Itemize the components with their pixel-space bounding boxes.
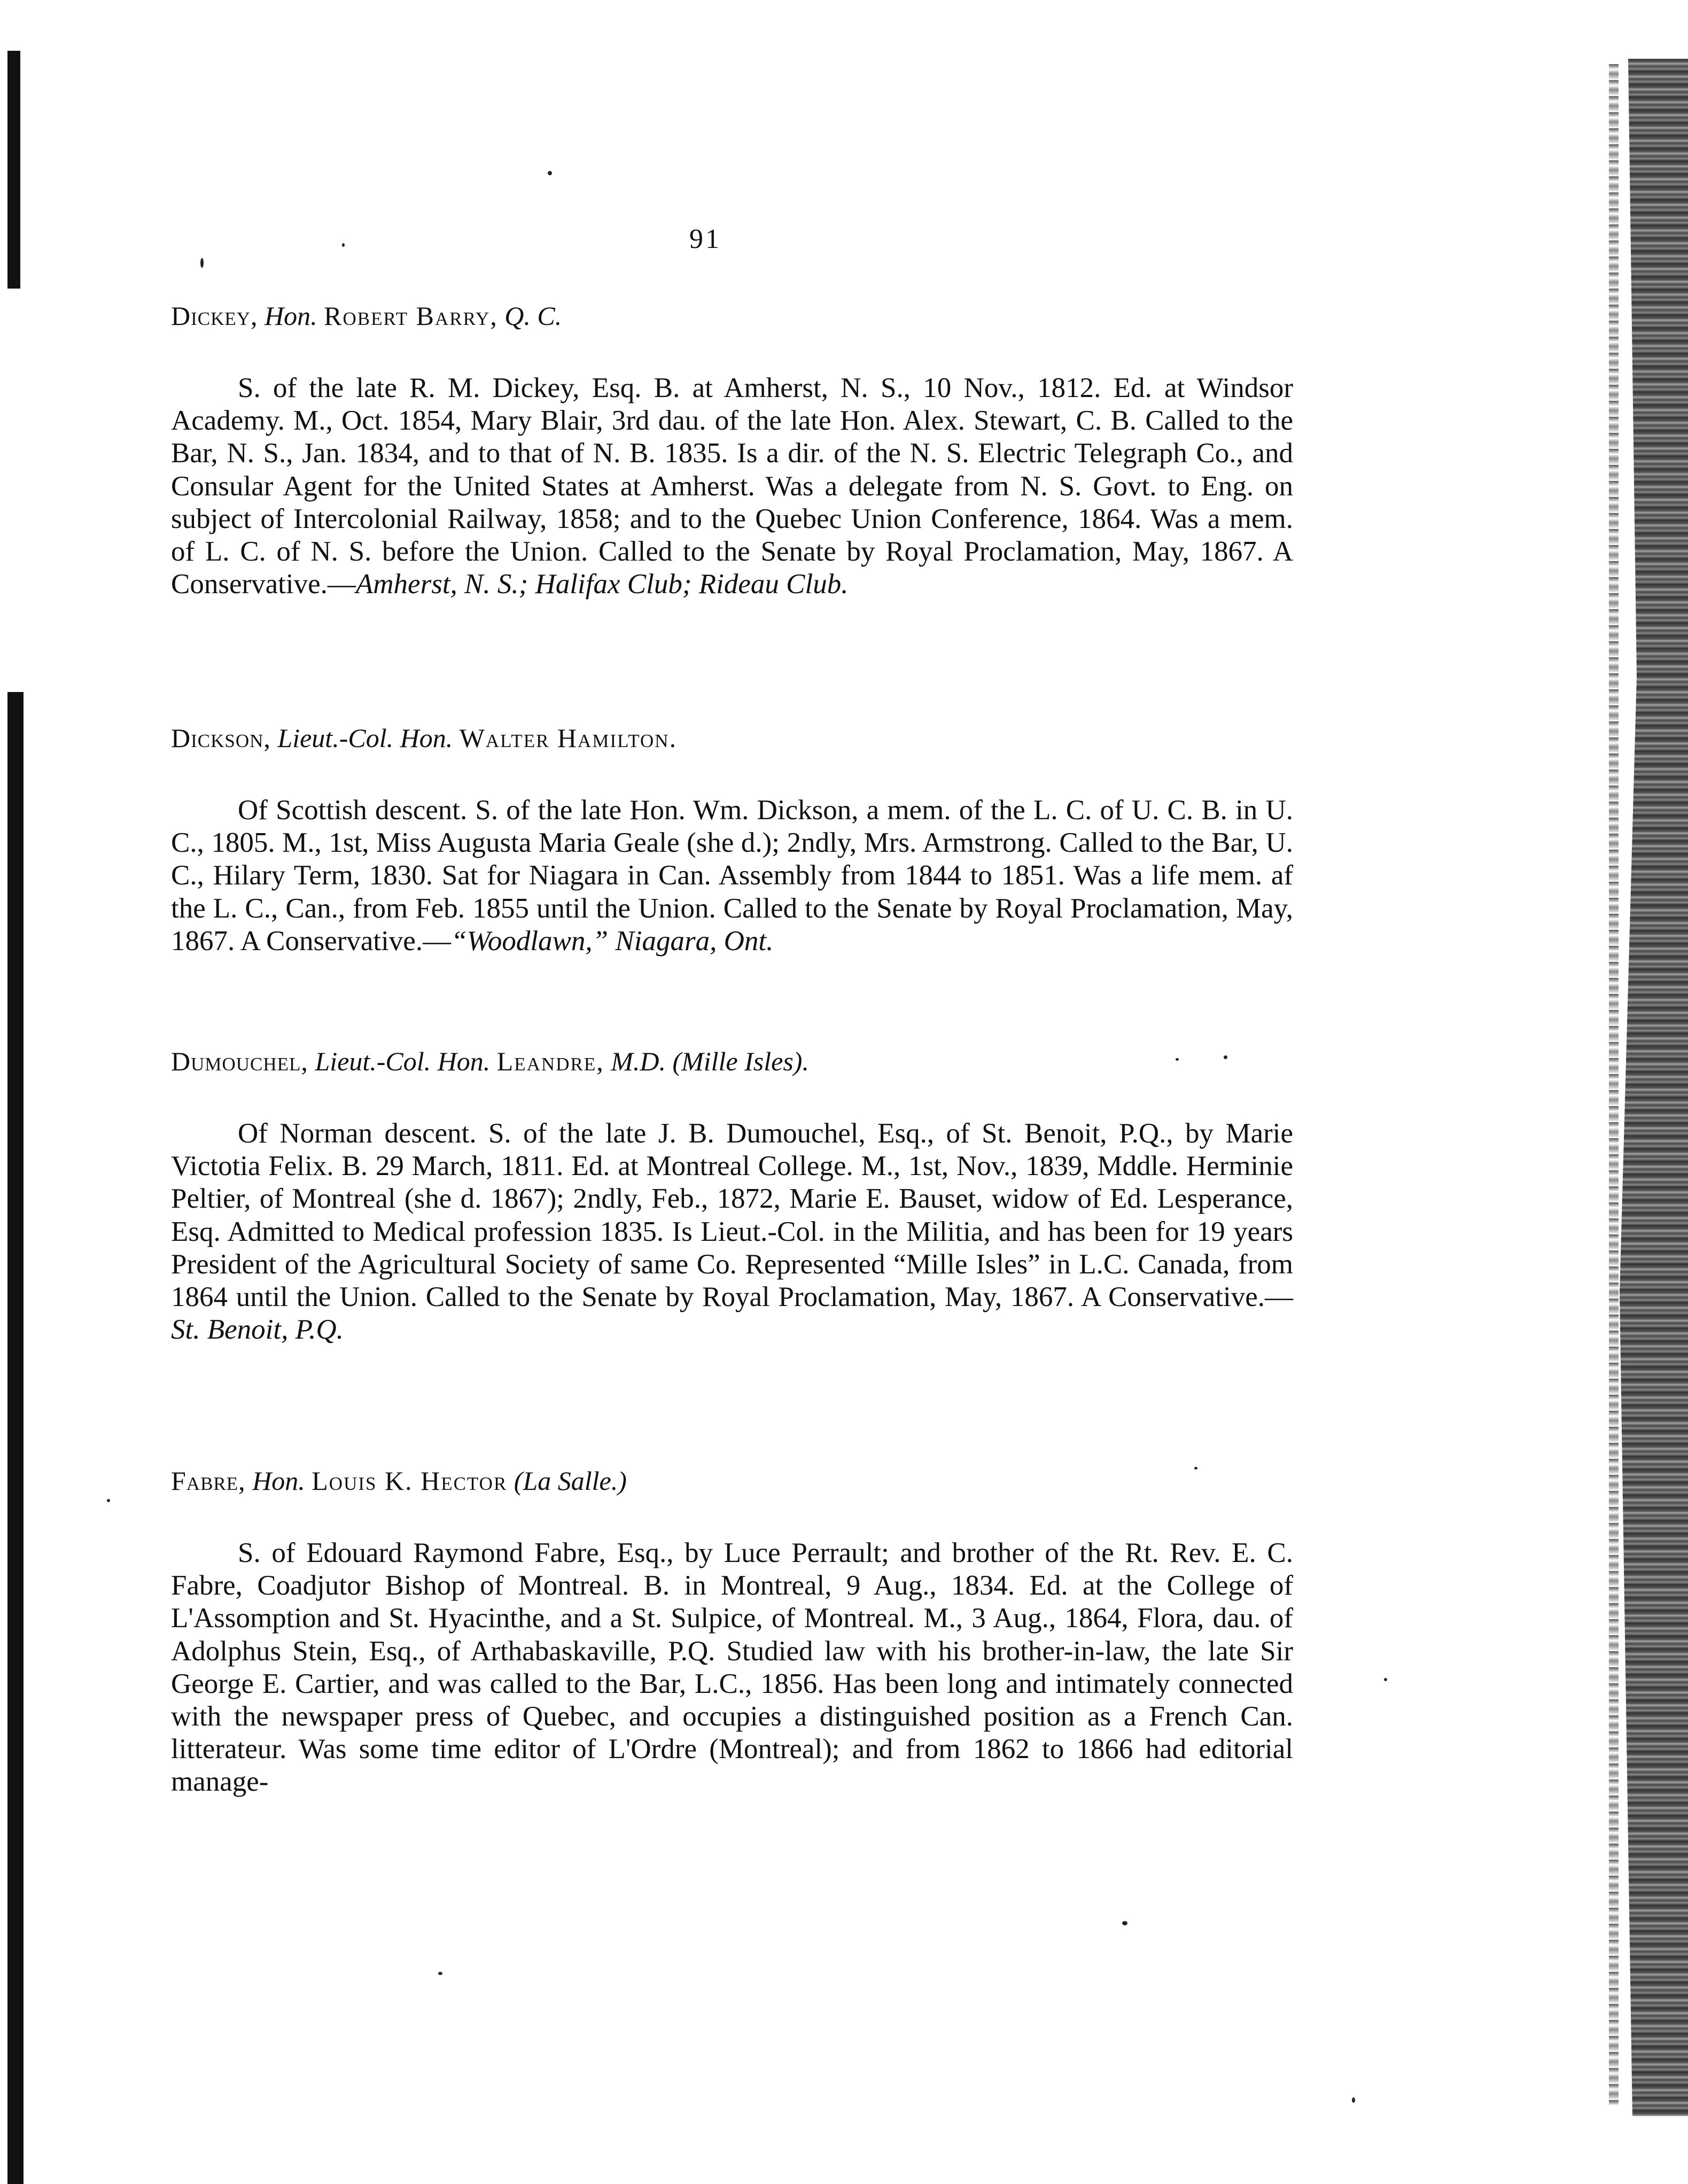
biography-entry	[171, 299, 1293, 601]
entry-heading	[171, 299, 1293, 332]
biography-entry	[171, 1045, 1293, 1346]
entry-text: S. of the late R. M. Dickey, Esq. B. at Amherst, N. S., 10 Nov., 1812. Ed. at Windsor Academy. M., Oct. 1854, Mary Blair, 3rd dau. of the late Hon. Alex. Stewart, C. B. Called to the Bar, N. S., Jan. 1834, and to that of N. B. 1835. Is a dir. of the N. S. Electric Telegraph Co., and Consular Agent for the United States at Amherst. Was a delegate from N. S. Govt. to Eng. on subject of Intercolonial Railway, 1858; and to the Quebec Union Conference, 1864. Was a mem. of L. C. of N. S. before the Union. Called to the Senate by Royal Proclamation, May, 1867. A Conservative.—	[171, 372, 1293, 600]
entry-heading	[171, 1045, 1293, 1078]
entry-given-name: Robert Barry,	[324, 301, 498, 331]
ink-speck	[1122, 1921, 1127, 1925]
entry-title: Hon.	[265, 301, 317, 331]
entry-title: Lieut.-Col. Hon.	[315, 1046, 491, 1076]
entry-given-name: Walter Hamilton.	[459, 723, 678, 753]
entry-given-name: Louis K. Hector	[312, 1466, 508, 1496]
entry-surname: Fabre,	[171, 1466, 246, 1496]
entry-surname: Dumouchel,	[171, 1046, 308, 1076]
ink-speck	[342, 243, 345, 247]
entry-body	[171, 794, 1293, 958]
biography-entry	[171, 1464, 1293, 1799]
ink-speck	[1384, 1678, 1387, 1681]
entry-suffix: Q. C.	[504, 301, 562, 331]
ink-speck	[107, 1499, 110, 1502]
scan-margin-bar-bottom	[7, 692, 24, 2184]
entry-body	[171, 1117, 1293, 1346]
entry-address: Amherst, N. S.; Halifax Club; Rideau Club.	[355, 569, 849, 600]
ink-speck	[200, 258, 204, 268]
ink-speck	[1352, 2097, 1355, 2103]
entry-address: “Woodlawn,” Niagara, Ont.	[451, 925, 774, 957]
entry-body	[171, 372, 1293, 601]
entry-text: S. of Edouard Raymond Fabre, Esq., by Luce Perrault; and brother of the Rt. Rev. E. C. Fabre, Coadjutor Bishop of Montreal. B. in Montreal, 9 Aug., 1834. Ed. at the College of L'Assomption and St. Hyacinthe, and a St. Sulpice, of Montreal. M., 3 Aug., 1864, Flora, dau. of Adolphus Stein, Esq., of Arthabaskaville, P.Q. Studied law with his brother-in-law, the late Sir George E. Cartier, and was called to the Bar, L.C., 1856. Has been long and intimately connected with the newspaper press of Quebec, and occupies a distinguished position as a French Can. litterateur. Was some time editor of L'Ordre (Montreal); and from 1862 to 1866 had editorial manage-	[171, 1537, 1293, 1798]
entry-heading	[171, 1464, 1293, 1497]
biography-entry	[171, 721, 1293, 958]
entry-given-name: Leandre,	[496, 1046, 604, 1076]
entry-text: Of Norman descent. S. of the late J. B. Dumouchel, Esq., of St. Benoit, P.Q., by Marie Victotia Felix. B. 29 March, 1811. Ed. at Montreal College. M., 1st, Nov., 1839, Mddle. Herminie Peltier, of Montreal (she d. 1867); 2ndly, Feb., 1872, Marie E. Bauset, widow of Ed. Lesperance, Esq. Admitted to Medical profession 1835. Is Lieut.-Col. in the Militia, and has been for 19 years President of the Agricultural Society of same Co. Represented “Mille Isles” in L.C. Canada, from 1864 until the Union. Called to the Senate by Royal Proclamation, May, 1867. A Conservative.—	[171, 1118, 1293, 1313]
entry-title: Hon.	[252, 1466, 305, 1496]
entry-surname: Dickson,	[171, 723, 271, 753]
scan-right-edge-strip	[1609, 64, 1619, 2105]
scan-margin-bar-top	[7, 51, 20, 289]
entry-address: St. Benoit, P.Q.	[171, 1314, 344, 1346]
entry-title: Lieut.-Col. Hon.	[277, 723, 453, 753]
entry-surname: Dickey,	[171, 301, 258, 331]
entry-suffix: M.D. (Mille Isles).	[611, 1046, 809, 1076]
entry-suffix: (La Salle.)	[514, 1466, 627, 1496]
ink-speck	[548, 171, 552, 175]
entry-text: Of Scottish descent. S. of the late Hon. Wm. Dickson, a mem. of the L. C. of U. C. B. in U. C., 1805. M., 1st, Miss Augusta Maria Geale (she d.); 2ndly, Mrs. Armstrong. Called to the Bar, U. C., Hilary Term, 1830. Sat for Niagara in Can. Assembly from 1844 to 1851. Was a life mem. af the L. C., Can., from Feb. 1855 until the Union. Called to the Senate by Royal Proclamation, May, 1867. A Conservative.—	[171, 795, 1293, 957]
page-number: 91	[689, 224, 721, 254]
entry-heading	[171, 721, 1293, 755]
ink-speck	[438, 1972, 442, 1975]
entry-body	[171, 1537, 1293, 1799]
